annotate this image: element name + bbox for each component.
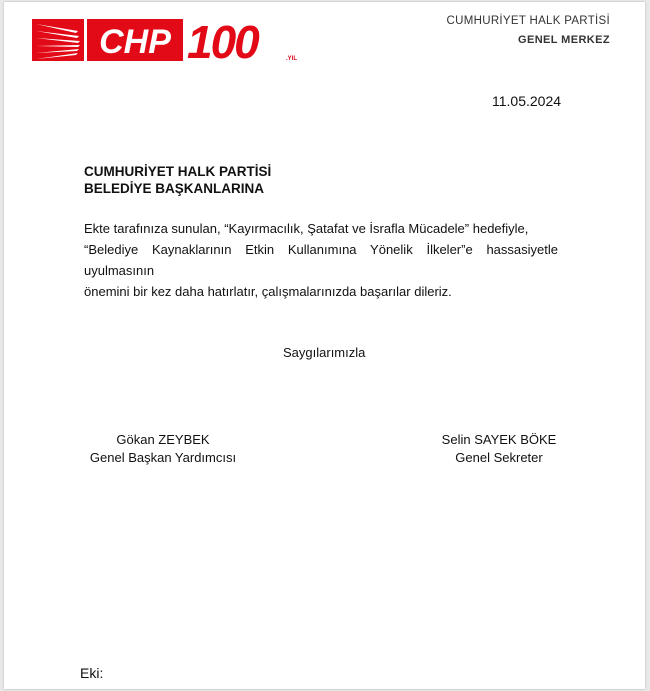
recipient-line: CUMHURİYET HALK PARTİSİ bbox=[84, 164, 272, 179]
body-line: Ekte tarafınıza sunulan, “Kayırmacılık, Şatafat ve İsrafla Mücadele” hedefiyle, bbox=[84, 221, 529, 236]
signatory-title: Genel Sekreter bbox=[455, 450, 543, 465]
letter-page bbox=[4, 2, 645, 689]
letter-date: 11.05.2024 bbox=[492, 93, 562, 109]
signatory-title: Genel Başkan Yardımcısı bbox=[89, 450, 237, 465]
org-unit: GENEL MERKEZ bbox=[518, 34, 610, 46]
recipient-block bbox=[84, 163, 271, 197]
org-name: CUMHURİYET HALK PARTİSİ bbox=[446, 15, 610, 27]
chp-wordmark: CHP bbox=[99, 23, 171, 61]
signature-block-left bbox=[78, 431, 248, 467]
body-line: önemini bir kez daha hatırlatır, çalışmalarınızda başarılar dileriz. bbox=[84, 284, 452, 299]
chp-100-logo bbox=[32, 16, 302, 66]
anniversary-suffix: .YIL bbox=[286, 56, 298, 62]
letter-body bbox=[84, 218, 558, 302]
body-line: “Belediye Kaynaklarının Etkin Kullanımına Yönelik İlkeler”e hassasiyetle uyulmasının bbox=[84, 242, 558, 278]
signatory-name: Selin SAYEK BÖKE bbox=[441, 432, 557, 447]
closing-salutation: Saygılarımızla bbox=[283, 345, 366, 360]
signature-block-right bbox=[424, 431, 574, 467]
signatory-name: Gökan ZEYBEK bbox=[116, 432, 210, 447]
attachment-label: Eki: bbox=[80, 665, 104, 681]
recipient-line: BELEDİYE BAŞKANLARINA bbox=[84, 181, 265, 196]
anniversary-number: 100 bbox=[187, 16, 258, 66]
